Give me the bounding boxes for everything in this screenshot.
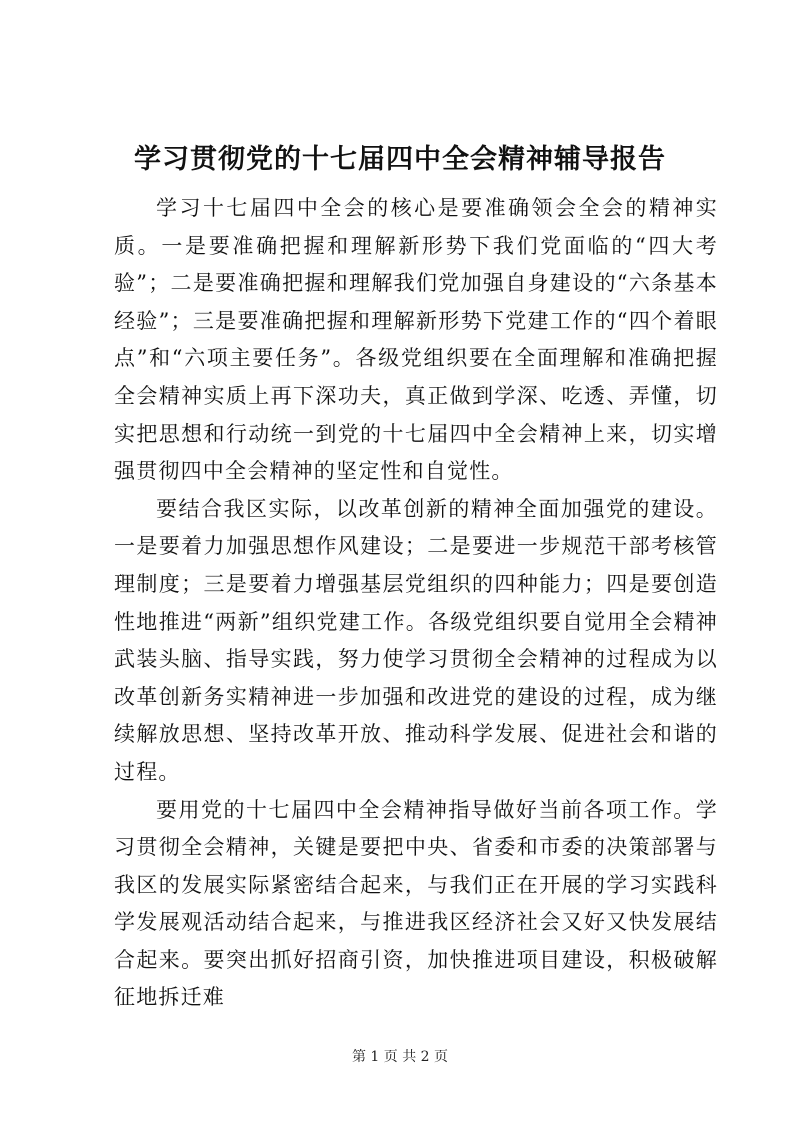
- page-number-footer: 第 1 页 共 2 页: [351, 1049, 449, 1065]
- document-body: [114, 190, 718, 1017]
- document-title: 学习贯彻党的十七届四中全会精神辅导报告: [134, 144, 666, 175]
- paragraph-3: 要用党的十七届四中全会精神指导做好当前各项工作。学习贯彻全会精神，关键是要把中央、省委和市委的决策部署与我区的发展实际紧密结合起来，与我们正在开展的学习实践科学发展观活动结合起来，与推进我区经济社会又好又快发展结合起来。要突出抓好招商引资，加快推进项目建设，积极破解征地拆迁难: [114, 797, 718, 1010]
- paragraph-2: 要结合我区实际，以改革创新的精神全面加强党的建设。一是要着力加强思想作风建设；二是要进一步规范干部考核管理制度；三是要着力增强基层党组织的四种能力；四是要创造性地推进“两新”组织党建工作。各级党组织要自觉用全会精神武装头脑、指导实践，努力使学习贯彻全会精神的过程成为以改革创新务实精神进一步加强和改进党的建设的过程，成为继续解放思想、坚持改革开放、推动科学发展、促进社会和谐的过程。: [114, 496, 718, 784]
- paragraph-1: 学习十七届四中全会的核心是要准确领会全会的精神实质。一是要准确把握和理解新形势下我们党面临的“四大考验”；二是要准确把握和理解我们党加强自身建设的“六条基本经验”；三是要准确把握和理解新形势下党建工作的“四个着眼点”和“六项主要任务”。各级党组织要在全面理解和准确把握全会精神实质上再下深功夫，真正做到学深、吃透、弄懂，切实把思想和行动统一到党的十七届四中全会精神上来，切实增强贯彻四中全会精神的坚定性和自觉性。: [114, 196, 718, 484]
